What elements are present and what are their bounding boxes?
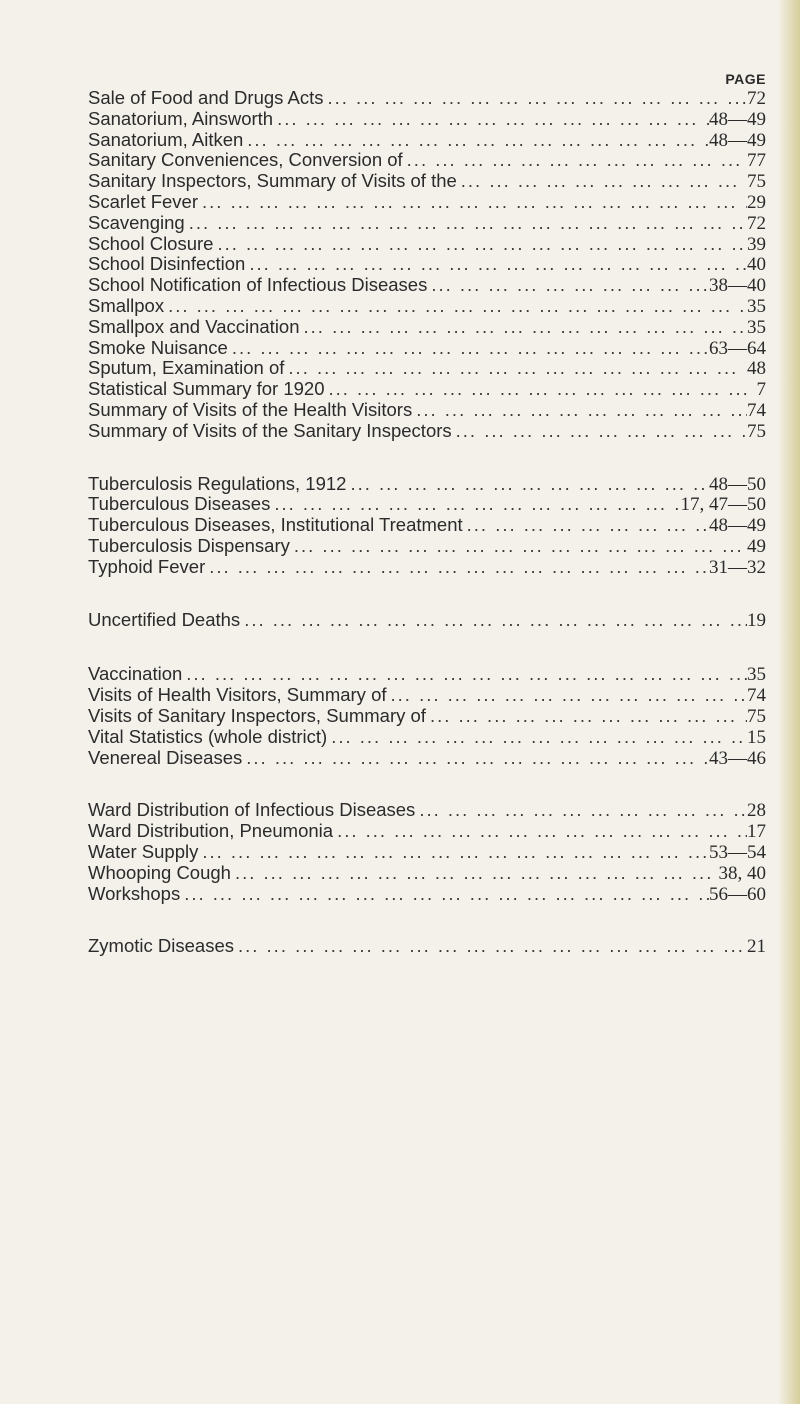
entry-term: Whooping Cough [88, 862, 231, 883]
dot-leader [164, 296, 747, 317]
entry-term: Smoke Nuisance [88, 337, 228, 358]
index-entry [88, 685, 766, 706]
index-entry [88, 130, 766, 151]
dot-leader [415, 800, 747, 821]
index-entry [88, 557, 766, 578]
index-entry [88, 171, 766, 192]
index-entry [88, 515, 766, 536]
dot-leader [284, 358, 747, 379]
entry-term: Summary of Visits of the Health Visitors [88, 399, 413, 420]
index-entry [88, 863, 766, 884]
dot-leader [412, 400, 747, 421]
dot-leader [198, 842, 709, 863]
entry-term: Venereal Diseases [88, 747, 243, 768]
dot-leader [426, 706, 747, 727]
entry-term: Water Supply [88, 841, 199, 862]
entry-term: Tuberculous Diseases [88, 494, 271, 515]
index-entry [88, 213, 766, 234]
entry-pages: 75 [747, 420, 766, 442]
entry-term: Vital Statistics (whole district) [88, 726, 328, 747]
index-entry [88, 748, 766, 769]
dot-leader [234, 936, 747, 957]
index-entry [88, 338, 766, 359]
index-entry [88, 494, 766, 515]
entry-pages: 38, 40 [718, 862, 766, 884]
entry-term: Scarlet Fever [88, 191, 199, 212]
dot-leader [198, 192, 747, 213]
index-entry [88, 610, 766, 631]
entry-term: Smallpox [88, 295, 165, 316]
entry-term: Sanatorium, Aitken [88, 129, 244, 150]
group-spacer [88, 442, 766, 474]
entry-pages: 17 [747, 821, 766, 842]
dot-leader [185, 213, 747, 234]
entry-term: Sale of Food and Drugs Acts [88, 88, 324, 108]
entry-pages: 21 [747, 936, 766, 958]
dot-leader [205, 557, 709, 578]
index-page [88, 70, 766, 957]
entry-term: Visits of Sanitary Inspectors, Summary of [88, 705, 426, 726]
index-entry [88, 706, 766, 727]
entry-pages: 39 [747, 233, 766, 255]
page-column-heading: PAGE [725, 71, 766, 87]
index-group-v [88, 664, 766, 768]
entry-term: School Closure [88, 233, 214, 254]
index-entry [88, 150, 766, 171]
dot-leader [333, 821, 747, 842]
index-entry [88, 234, 766, 255]
index-entry [88, 317, 766, 338]
index-entry [88, 536, 766, 557]
entry-pages: 29 [747, 191, 766, 213]
entry-pages: 48 [747, 358, 766, 380]
index-entry [88, 254, 766, 275]
dot-leader [427, 275, 709, 296]
index-entry [88, 936, 766, 957]
index-entry [88, 664, 766, 685]
dot-leader [242, 748, 709, 769]
index-entry [88, 821, 766, 842]
entry-term: Typhoid Fever [88, 556, 206, 577]
dot-leader [213, 234, 747, 255]
entry-pages: 72 [747, 88, 766, 109]
entry-term: Workshops [88, 883, 181, 904]
entry-term: Sanitary Conveniences, Conversion of [88, 150, 403, 171]
index-entry [88, 727, 766, 748]
entry-term: Sanatorium, Ainsworth [88, 108, 274, 129]
index-entry [88, 400, 766, 421]
dot-leader [243, 130, 709, 151]
entry-pages: 35 [747, 664, 766, 686]
entry-pages: 43—46 [709, 747, 766, 769]
dot-leader [327, 727, 747, 748]
dot-leader [403, 150, 747, 171]
entry-pages: 48—50 [709, 473, 766, 495]
dot-leader [300, 317, 747, 338]
dot-leader [324, 88, 748, 109]
entry-pages: 31—32 [709, 556, 766, 578]
index-entry [88, 192, 766, 213]
dot-leader [245, 254, 747, 275]
entry-term: Sanitary Inspectors, Summary of Visits of the [88, 171, 457, 192]
entry-term: Scavenging [88, 212, 185, 233]
entry-term: School Disinfection [88, 254, 246, 275]
index-group-w [88, 800, 766, 904]
entry-pages: 35 [747, 316, 766, 338]
dot-leader [228, 338, 709, 359]
index-entry [88, 842, 766, 863]
index-entry [88, 275, 766, 296]
entry-term: Tuberculosis Regulations, 1912 [88, 473, 347, 494]
entry-term: Zymotic Diseases [88, 936, 234, 957]
entry-pages: 48—49 [709, 129, 766, 151]
entry-pages: 17, 47—50 [680, 494, 766, 516]
group-spacer [88, 768, 766, 800]
dot-leader [182, 664, 747, 685]
entry-term: Tuberculous Diseases, Institutional Treatment [88, 515, 463, 536]
dot-leader [240, 610, 747, 631]
index-group-u [88, 610, 766, 631]
entry-term: Tuberculosis Dispensary [88, 535, 290, 556]
entry-pages: 63—64 [709, 337, 766, 359]
entry-pages: 53—54 [709, 841, 766, 863]
entry-term: Statistical Summary for 1920 [88, 379, 325, 400]
index-entry [88, 88, 766, 109]
entry-term: School Notification of Infectious Diseases [88, 275, 428, 296]
entry-pages: 40 [747, 254, 766, 276]
dot-leader [231, 863, 719, 884]
dot-leader [180, 884, 709, 905]
entry-term: Visits of Health Visitors, Summary of [88, 685, 387, 706]
entry-pages: 56—60 [709, 883, 766, 905]
dot-leader [452, 421, 747, 442]
entry-pages: 35 [747, 295, 766, 317]
index-entry [88, 421, 766, 442]
entry-pages: 38—40 [709, 275, 766, 296]
entry-pages: 28 [747, 800, 766, 822]
entry-pages: 72 [747, 212, 766, 234]
index-entry [88, 474, 766, 495]
dot-leader [273, 109, 709, 130]
entry-pages: 49 [747, 535, 766, 557]
index-entry [88, 296, 766, 317]
index-entry [88, 800, 766, 821]
page-edge-shadow [778, 0, 800, 1404]
group-spacer [88, 904, 766, 936]
entry-term: Ward Distribution, Pneumonia [88, 821, 334, 842]
entry-term: Summary of Visits of the Sanitary Inspectors [88, 420, 452, 441]
entry-term: Ward Distribution of Infectious Diseases [88, 800, 416, 821]
index-group-z [88, 936, 766, 957]
dot-leader [346, 474, 709, 495]
group-spacer [88, 578, 766, 610]
entry-pages: 77 [747, 150, 766, 172]
entry-term: Uncertified Deaths [88, 609, 241, 630]
entry-pages: 19 [747, 609, 766, 631]
index-entry [88, 358, 766, 379]
entry-pages: 48—49 [709, 515, 766, 536]
entry-pages: 15 [747, 726, 766, 748]
dot-leader [463, 515, 709, 536]
index-entry [88, 379, 766, 400]
entry-term: Vaccination [88, 664, 183, 685]
entry-pages: 7 [756, 379, 766, 400]
entry-pages: 75 [747, 705, 766, 727]
entry-pages: 74 [747, 399, 766, 421]
entry-pages: 48—49 [709, 108, 766, 130]
dot-leader [387, 685, 747, 706]
index-entry [88, 109, 766, 130]
index-group-s [88, 88, 766, 442]
index-entry [88, 884, 766, 905]
entry-pages: 75 [747, 171, 766, 192]
entry-term: Smallpox and Vaccination [88, 316, 300, 337]
dot-leader [270, 494, 680, 515]
group-spacer [88, 630, 766, 664]
dot-leader [324, 379, 756, 400]
entry-pages: 74 [747, 685, 766, 706]
dot-leader [290, 536, 747, 557]
entry-term: Sputum, Examination of [88, 358, 285, 379]
dot-leader [457, 171, 747, 192]
index-group-t [88, 474, 766, 578]
